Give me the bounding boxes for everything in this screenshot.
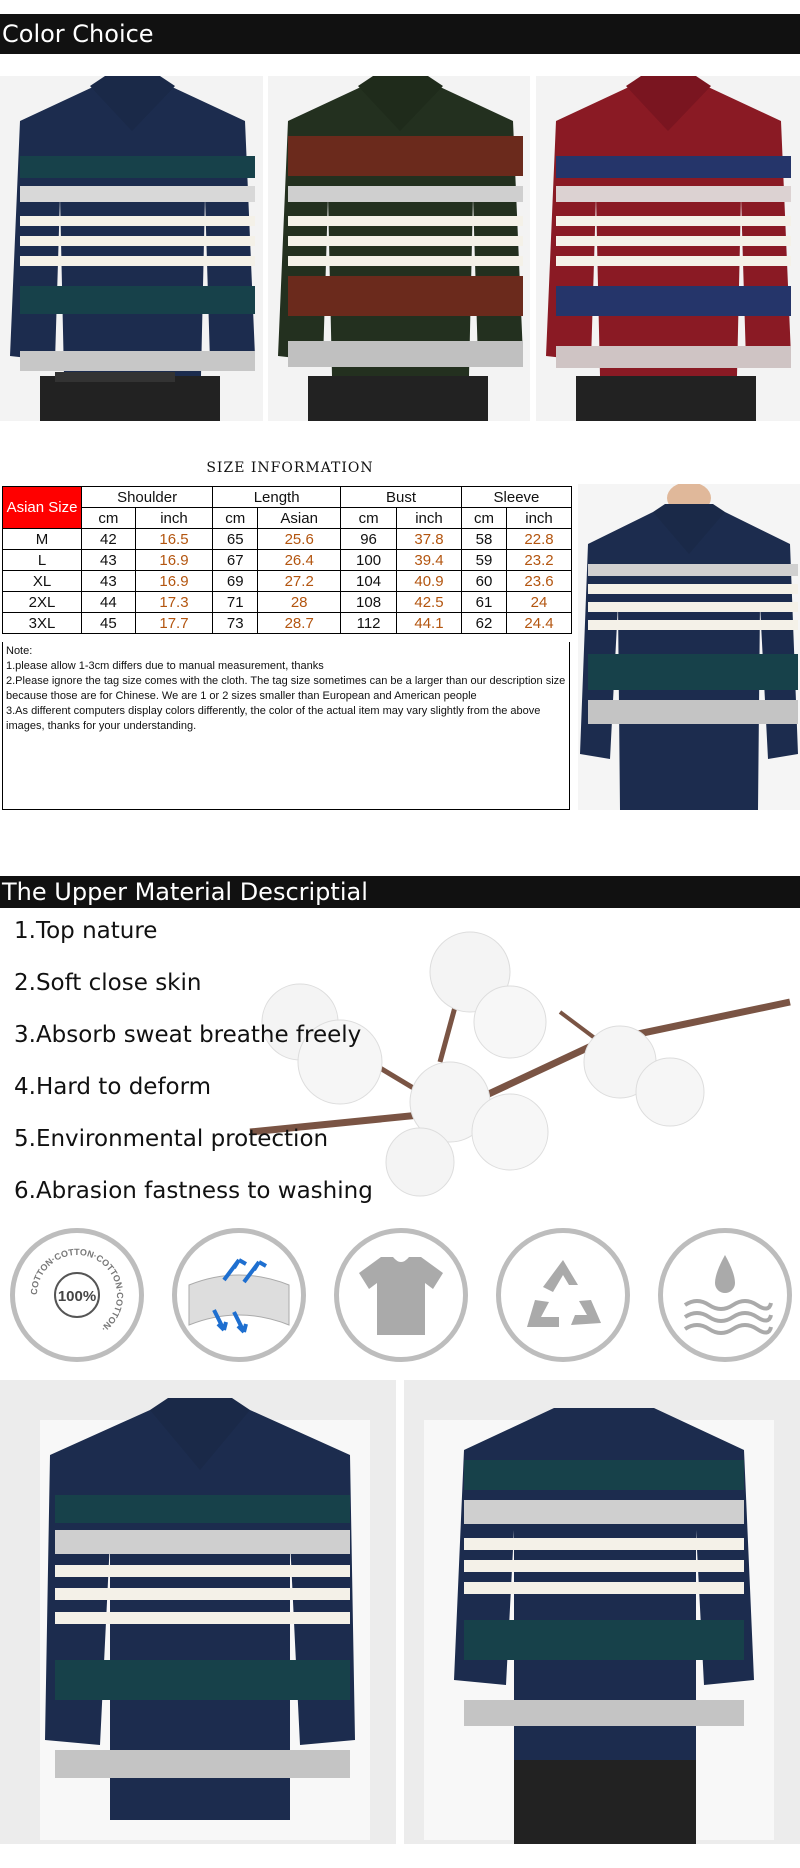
- feature-list: [14, 918, 373, 1230]
- note-item: 3.As different computers display colors differently, the color of the actual item may vary slightly from the above images, thanks for your understanding.: [6, 705, 541, 732]
- color-choice-header: [0, 14, 800, 54]
- cotton-ring-text: COTTON·COTTON·COTTON·COTTON·: [28, 1246, 126, 1334]
- table-cell: 73: [213, 613, 258, 634]
- table-cell: 112: [341, 613, 397, 634]
- subheader-cell: Asian: [258, 508, 341, 529]
- table-cell: 65: [213, 529, 258, 550]
- subheader-cell: inch: [507, 508, 572, 529]
- table-cell: 23.6: [507, 571, 572, 592]
- burgundy-shirt-illustration: [536, 76, 800, 421]
- table-cell: 43: [82, 550, 136, 571]
- table-cell: 16.5: [135, 529, 212, 550]
- table-cell: 16.9: [135, 571, 212, 592]
- product-photo-brown[interactable]: [268, 76, 530, 421]
- table-cell: 69: [213, 571, 258, 592]
- list-item: 3.Absorb sweat breathe freely: [14, 1022, 362, 1048]
- water-graphic: [675, 1245, 775, 1345]
- size-notes: [2, 642, 570, 810]
- group-bust: Bust: [341, 487, 462, 508]
- table-cell: 17.7: [135, 613, 212, 634]
- cotton-100-icon: [10, 1228, 144, 1362]
- navy-shirt-illustration: [0, 76, 263, 421]
- subheader-cell: inch: [135, 508, 212, 529]
- front-shirt-illustration: [0, 1380, 396, 1844]
- table-row: [3, 571, 572, 592]
- breathable-graphic: [184, 1240, 294, 1350]
- table-cell: 71: [213, 592, 258, 613]
- subheader-cell: cm: [461, 508, 506, 529]
- size-table-group-row: [3, 487, 572, 508]
- size-label: M: [3, 529, 82, 550]
- model-shirt-illustration: [578, 484, 800, 810]
- table-cell: 67: [213, 550, 258, 571]
- table-row: [3, 592, 572, 613]
- table-cell: 60: [461, 571, 506, 592]
- table-cell: 24.4: [507, 613, 572, 634]
- table-cell: 22.8: [507, 529, 572, 550]
- table-row: [3, 529, 572, 550]
- group-length: Length: [213, 487, 341, 508]
- table-cell: 45: [82, 613, 136, 634]
- product-photo-burgundy[interactable]: [536, 76, 800, 421]
- cotton-100-graphic: [22, 1240, 132, 1350]
- size-label: 2XL: [3, 592, 82, 613]
- breathable-fabric-icon: [172, 1228, 306, 1362]
- water-drop-icon: [658, 1228, 792, 1362]
- table-cell: 37.8: [397, 529, 462, 550]
- product-photo-size-model[interactable]: [578, 484, 800, 810]
- table-row: [3, 613, 572, 634]
- table-cell: 25.6: [258, 529, 341, 550]
- subheader-cell: cm: [82, 508, 136, 529]
- tshirt-icon: [334, 1228, 468, 1362]
- list-item: 2.Soft close skin: [14, 970, 202, 996]
- table-cell: 96: [341, 529, 397, 550]
- table-cell: 24: [507, 592, 572, 613]
- subheader-cell: cm: [213, 508, 258, 529]
- table-cell: 42.5: [397, 592, 462, 613]
- table-cell: 62: [461, 613, 506, 634]
- list-item: 5.Environmental protection: [14, 1126, 329, 1152]
- tshirt-graphic: [351, 1245, 451, 1345]
- note-item: 2.Please ignore the tag size comes with the cloth. The tag size sometimes can be a larger than our description size because those are for Chinese. We are 1 or 2 sizes smaller than European and American people: [6, 675, 566, 702]
- table-row: [3, 550, 572, 571]
- cotton-100-label: 100%: [57, 1288, 97, 1305]
- color-choice-title: Color Choice: [2, 20, 154, 48]
- upper-material-title: The Upper Material Descriptial: [2, 878, 368, 906]
- size-table-subheader-row: [3, 508, 572, 529]
- asian-size-header: Asian Size: [3, 487, 82, 529]
- table-cell: 26.4: [258, 550, 341, 571]
- table-cell: 17.3: [135, 592, 212, 613]
- group-sleeve: Sleeve: [461, 487, 571, 508]
- list-item: 4.Hard to deform: [14, 1074, 212, 1100]
- table-cell: 100: [341, 550, 397, 571]
- list-item: 1.Top nature: [14, 918, 158, 944]
- table-cell: 27.2: [258, 571, 341, 592]
- table-cell: 28.7: [258, 613, 341, 634]
- table-cell: 59: [461, 550, 506, 571]
- table-cell: 28: [258, 592, 341, 613]
- recycle-graphic: [513, 1245, 613, 1345]
- table-cell: 44: [82, 592, 136, 613]
- table-cell: 58: [461, 529, 506, 550]
- recycle-icon: [496, 1228, 630, 1362]
- table-cell: 42: [82, 529, 136, 550]
- table-cell: 43: [82, 571, 136, 592]
- product-photo-navy[interactable]: [0, 76, 263, 421]
- table-cell: 39.4: [397, 550, 462, 571]
- back-shirt-illustration: [404, 1380, 800, 1844]
- table-cell: 16.9: [135, 550, 212, 571]
- size-label: 3XL: [3, 613, 82, 634]
- size-info-title: SIZE INFORMATION: [206, 460, 374, 476]
- table-cell: 44.1: [397, 613, 462, 634]
- table-cell: 40.9: [397, 571, 462, 592]
- subheader-cell: cm: [341, 508, 397, 529]
- note-heading: Note:: [6, 645, 33, 657]
- brown-shirt-illustration: [268, 76, 530, 421]
- table-cell: 61: [461, 592, 506, 613]
- table-cell: 108: [341, 592, 397, 613]
- subheader-cell: inch: [397, 508, 462, 529]
- product-photo-back[interactable]: [404, 1380, 800, 1844]
- group-shoulder: Shoulder: [82, 487, 213, 508]
- table-cell: 104: [341, 571, 397, 592]
- table-cell: 23.2: [507, 550, 572, 571]
- upper-material-header: [0, 876, 800, 908]
- size-table: [2, 486, 572, 634]
- size-label: XL: [3, 571, 82, 592]
- product-photo-front[interactable]: [0, 1380, 396, 1844]
- note-item: 1.please allow 1-3cm differs due to manual measurement, thanks: [6, 660, 324, 672]
- size-label: L: [3, 550, 82, 571]
- list-item: 6.Abrasion fastness to washing: [14, 1178, 373, 1204]
